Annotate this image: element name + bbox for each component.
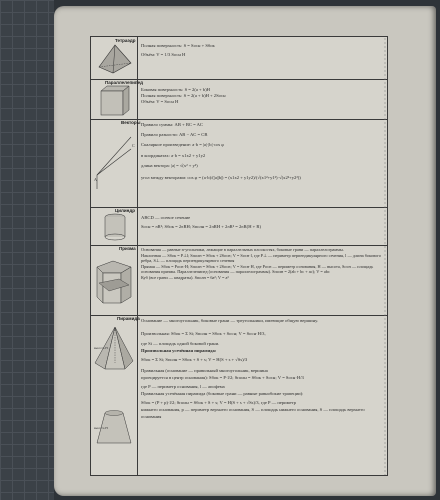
figure-name: Призма xyxy=(119,246,136,251)
svg-text:A: A xyxy=(94,177,97,182)
formula-text xyxy=(141,122,384,181)
formula-line: Основание — многоугольник, боковые грани — треугольники, имеющие общую вершину. xyxy=(141,318,319,323)
formula-line: Sбок = Σ Si; Sполн = Sбок + S + s; V = H(S + s + √Ss)/3 xyxy=(141,357,248,363)
formula-line: где Si — площадь одной боковой грани. xyxy=(141,341,220,347)
formula-line: Правило разности: AB − AC = CB xyxy=(141,132,208,138)
formula-line: Правильная усечённая пирамида (боковые грани — равные равнобокие трапеции): xyxy=(141,390,304,396)
figure-name: Тетраэдр xyxy=(115,38,136,43)
formula-line: Произвольная: Sбок = Σ Si; Sполн = Sбок + Sосн; V = Sосн·H/3, xyxy=(141,330,266,336)
formula-line: Полная поверхность: S = 2(a + b)H + 2Sосн xyxy=(141,93,226,99)
figure-cell xyxy=(91,37,138,79)
formula-line: длина вектора: |a| = √(x² + y²) xyxy=(141,162,198,168)
figure-cell xyxy=(91,79,144,119)
formula-line: Наклонная — Sбок = P⊥l; Sполн = Sбок + 2Sосн; V = Sосн·l, где P⊥ — периметр перпендикулярного сечения, l — длина бокового ребра, S⊥ — площадь перпендикулярного сечения xyxy=(141,252,382,264)
row-tetrahedron xyxy=(91,37,387,80)
margin-dots xyxy=(383,37,387,475)
formula-line: где P — периметр основания, l — апофема xyxy=(141,384,225,390)
row-prism xyxy=(91,245,387,316)
formula-line: Правильная (основание — правильный многоугольник, вершина xyxy=(141,367,268,373)
notebook-background xyxy=(0,0,54,500)
formula-line: нижнего основания, p — периметр верхнего основания, S — площадь нижнего основания, S — площадь верхнего основания xyxy=(141,406,365,419)
svg-text:C: C xyxy=(132,143,135,148)
formula-line: Sосн = πR²; Sбок = 2πRH; Sполн = 2πRH + 2πR² = 2πR(H + R) xyxy=(141,224,261,230)
svg-text:высота H: высота H xyxy=(94,426,108,430)
formula-text xyxy=(141,215,384,230)
formula-text xyxy=(141,247,384,281)
formula-line: проецируется в центр основания): Sбок = P·l/2; Sполн = Sбок + Sосн; V = Sосн·H/3 xyxy=(141,374,304,380)
figure-cell xyxy=(91,245,138,315)
formula-text xyxy=(141,318,384,420)
figure-name: Пирамида xyxy=(117,316,140,321)
row-pyramid xyxy=(91,315,387,475)
formula-line: Боковая поверхность: S = 2(a + b)H xyxy=(141,87,210,92)
formula-line: Правило суммы: AB + BC = AC xyxy=(141,122,203,127)
row-cylinder xyxy=(91,207,387,246)
parallelepiped-figure xyxy=(91,79,137,119)
formula-line: угол между векторами: cos φ = (a·b)/(|a||b|) = (x1x2 + y1y2)/(√(x1²+y1²)·√(x2²+y2²)) xyxy=(141,175,301,181)
prism-figure xyxy=(91,245,137,315)
formula-line: Основания — равные n-угольники, лежащие в параллельных плоскостях, боковые грани — параллелограммы. xyxy=(141,247,344,252)
svg-text:высота H: высота H xyxy=(94,346,108,350)
row-vectors xyxy=(91,119,387,208)
vector-figure xyxy=(91,119,137,207)
formula-line: в координатах: a·b = x1x2 + y1y2 xyxy=(141,152,206,158)
figure-cell xyxy=(91,119,141,207)
figure-cell xyxy=(91,315,138,475)
pyramid-figure xyxy=(91,315,137,475)
formula-line: Прямая — Sбок = Pосн·H; Sполн = Sбок + 2Sосн; V = Sосн·H, где Pосн — периметр основания, H — высота, Sосн — площадь основания призмы. Параллелепипед (основания — параллелограммы). Sполн = 2(ab + bc + ac); V = abc xyxy=(141,263,374,275)
formula-line: Скалярное произведение: a·b = |a|·|b|·cos φ xyxy=(141,142,224,148)
formula-line: Произвольная усечённая пирамида: xyxy=(141,347,217,353)
formula-line: Полная поверхность: S = Sосн + Sбок xyxy=(141,43,215,48)
formula-line: Sбок = (P + p)·l/2; Sполн = Sбок + S + s; V = H(S + s + √Ss)/3, где P — периметр xyxy=(141,400,296,406)
row-parallelepiped xyxy=(91,79,387,120)
formula-text xyxy=(141,87,384,106)
formula-line: Куб (все грани — квадраты). Sполн = 6a²; V = a³ xyxy=(141,274,229,280)
formula-line: ABCD — осевое сечение xyxy=(141,215,191,220)
formula-text xyxy=(141,43,384,58)
figure-name: Векторы xyxy=(121,120,141,125)
formula-sheet xyxy=(90,36,388,476)
formula-line: Объём: V = 1/3 Sосн H xyxy=(141,52,186,58)
figure-name: Параллелепипед xyxy=(105,80,144,85)
formula-line: Объём: V = Sосн H xyxy=(141,99,179,105)
figure-name: Цилиндр xyxy=(115,208,136,213)
figure-cell xyxy=(91,207,138,245)
tetrahedron-figure xyxy=(91,37,137,79)
